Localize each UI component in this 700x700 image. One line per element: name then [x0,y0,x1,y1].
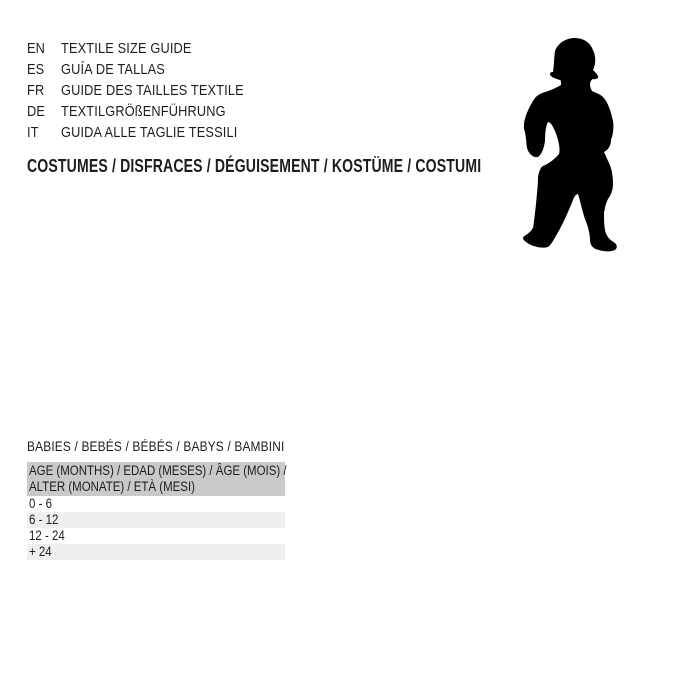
baby-silhouette-figure [521,36,621,256]
language-label: TEXTILE SIZE GUIDE [61,40,192,57]
language-label: GUIDE DES TAILLES TEXTILE [61,82,244,99]
language-row-es [27,59,276,80]
language-code: DE [27,103,46,120]
category-title: COSTUMES / DISFRACES / DÉGUISEMENT / KOSTÜME / COSTUMI [27,155,482,176]
language-code: EN [27,40,46,57]
table-section-title: BABIES / BEBÉS / BÉBÉS / BABYS / BAMBINI [27,438,285,454]
size-table [27,462,285,560]
table-row [27,528,285,544]
table-header-line-2: ALTER (MONATE) / ETÀ (MESI) [29,478,195,494]
table-cell-age-range: 6 - 12 [29,512,59,527]
baby-toddler-silhouette-icon [521,36,621,256]
language-row-de [27,101,276,122]
table-row [27,512,285,528]
language-row-fr [27,80,276,101]
language-label: GUIDA ALLE TAGLIE TESSILI [61,124,238,141]
language-row-en [27,38,276,59]
language-code: IT [27,124,39,141]
language-label: GUÍA DE TALLAS [61,61,165,78]
table-cell-age-range: + 24 [29,544,52,559]
language-row-it [27,122,276,143]
table-header-line-1: AGE (MONTHS) / EDAD (MESES) / ÂGE (MOIS) / [29,463,287,478]
table-row [27,496,285,512]
table-row [27,544,285,560]
language-code: FR [27,82,45,99]
language-list [27,38,276,143]
table-cell-age-range: 12 - 24 [29,528,65,543]
table-header [27,462,285,496]
language-label: TEXTILGRÖßENFÜHRUNG [61,103,226,120]
language-code: ES [27,61,45,78]
table-cell-age-range: 0 - 6 [29,496,52,511]
